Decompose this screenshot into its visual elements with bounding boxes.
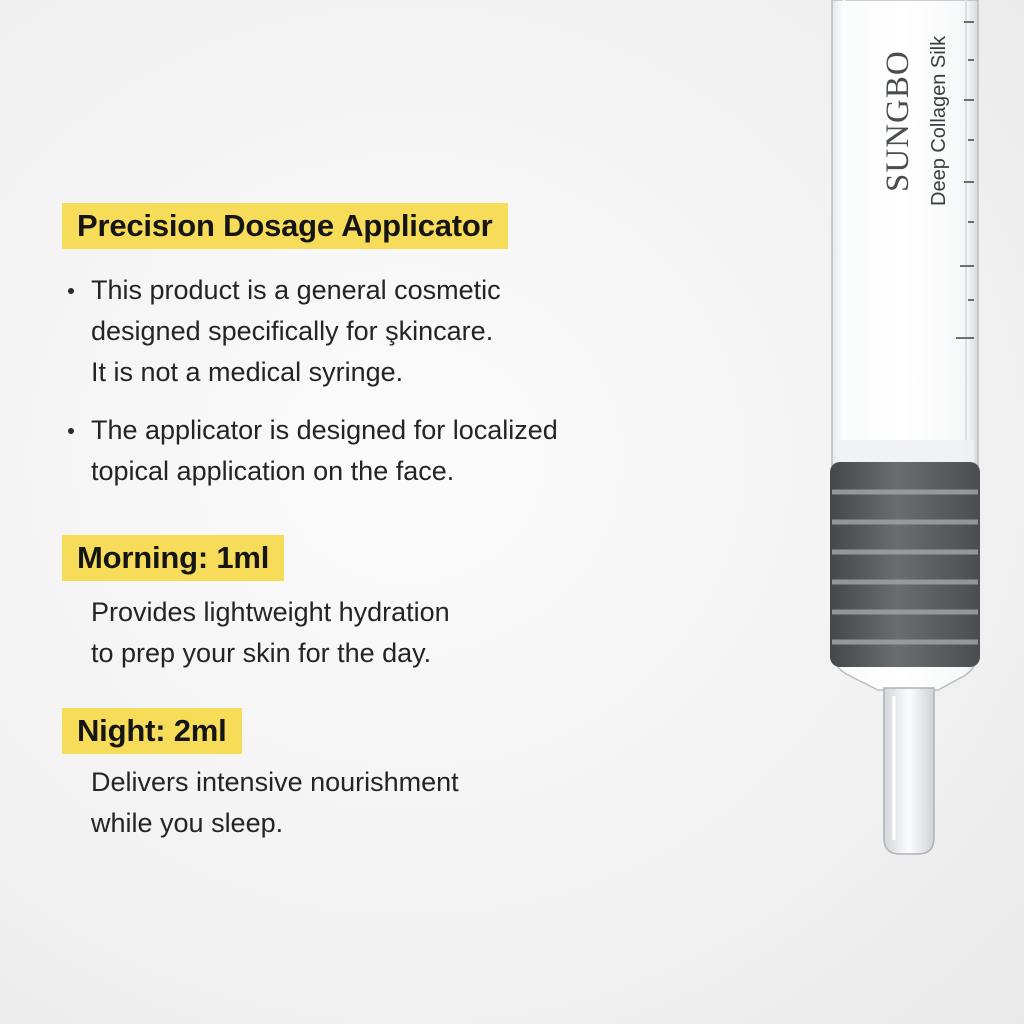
syringe-applicator-illustration — [760, 0, 1024, 1024]
syringe-nozzle — [884, 688, 934, 854]
night-dose-description: Delivers intensive nourishment while you sleep. — [91, 767, 459, 838]
usage-notes-list — [62, 270, 662, 509]
morning-dose-highlight: Morning: 1ml — [62, 535, 284, 581]
info-panel — [62, 0, 662, 1024]
product-name-text: Deep Collagen Silk — [928, 35, 950, 206]
usage-note: The applicator is designed for localized topical application on the face. — [62, 410, 662, 492]
usage-note: This product is a general cosmetic designed specifically for şkincare. It is not a medical syringe. — [62, 270, 662, 393]
brand-text: SUNGBO — [880, 50, 916, 192]
serum-fill — [836, 440, 974, 464]
morning-dose-description: Provides lightweight hydration to prep your skin for the day. — [91, 597, 450, 668]
title-highlight: Precision Dosage Applicator — [62, 203, 508, 249]
product-illustration — [760, 0, 1024, 1024]
night-dose-highlight: Night: 2ml — [62, 708, 242, 754]
